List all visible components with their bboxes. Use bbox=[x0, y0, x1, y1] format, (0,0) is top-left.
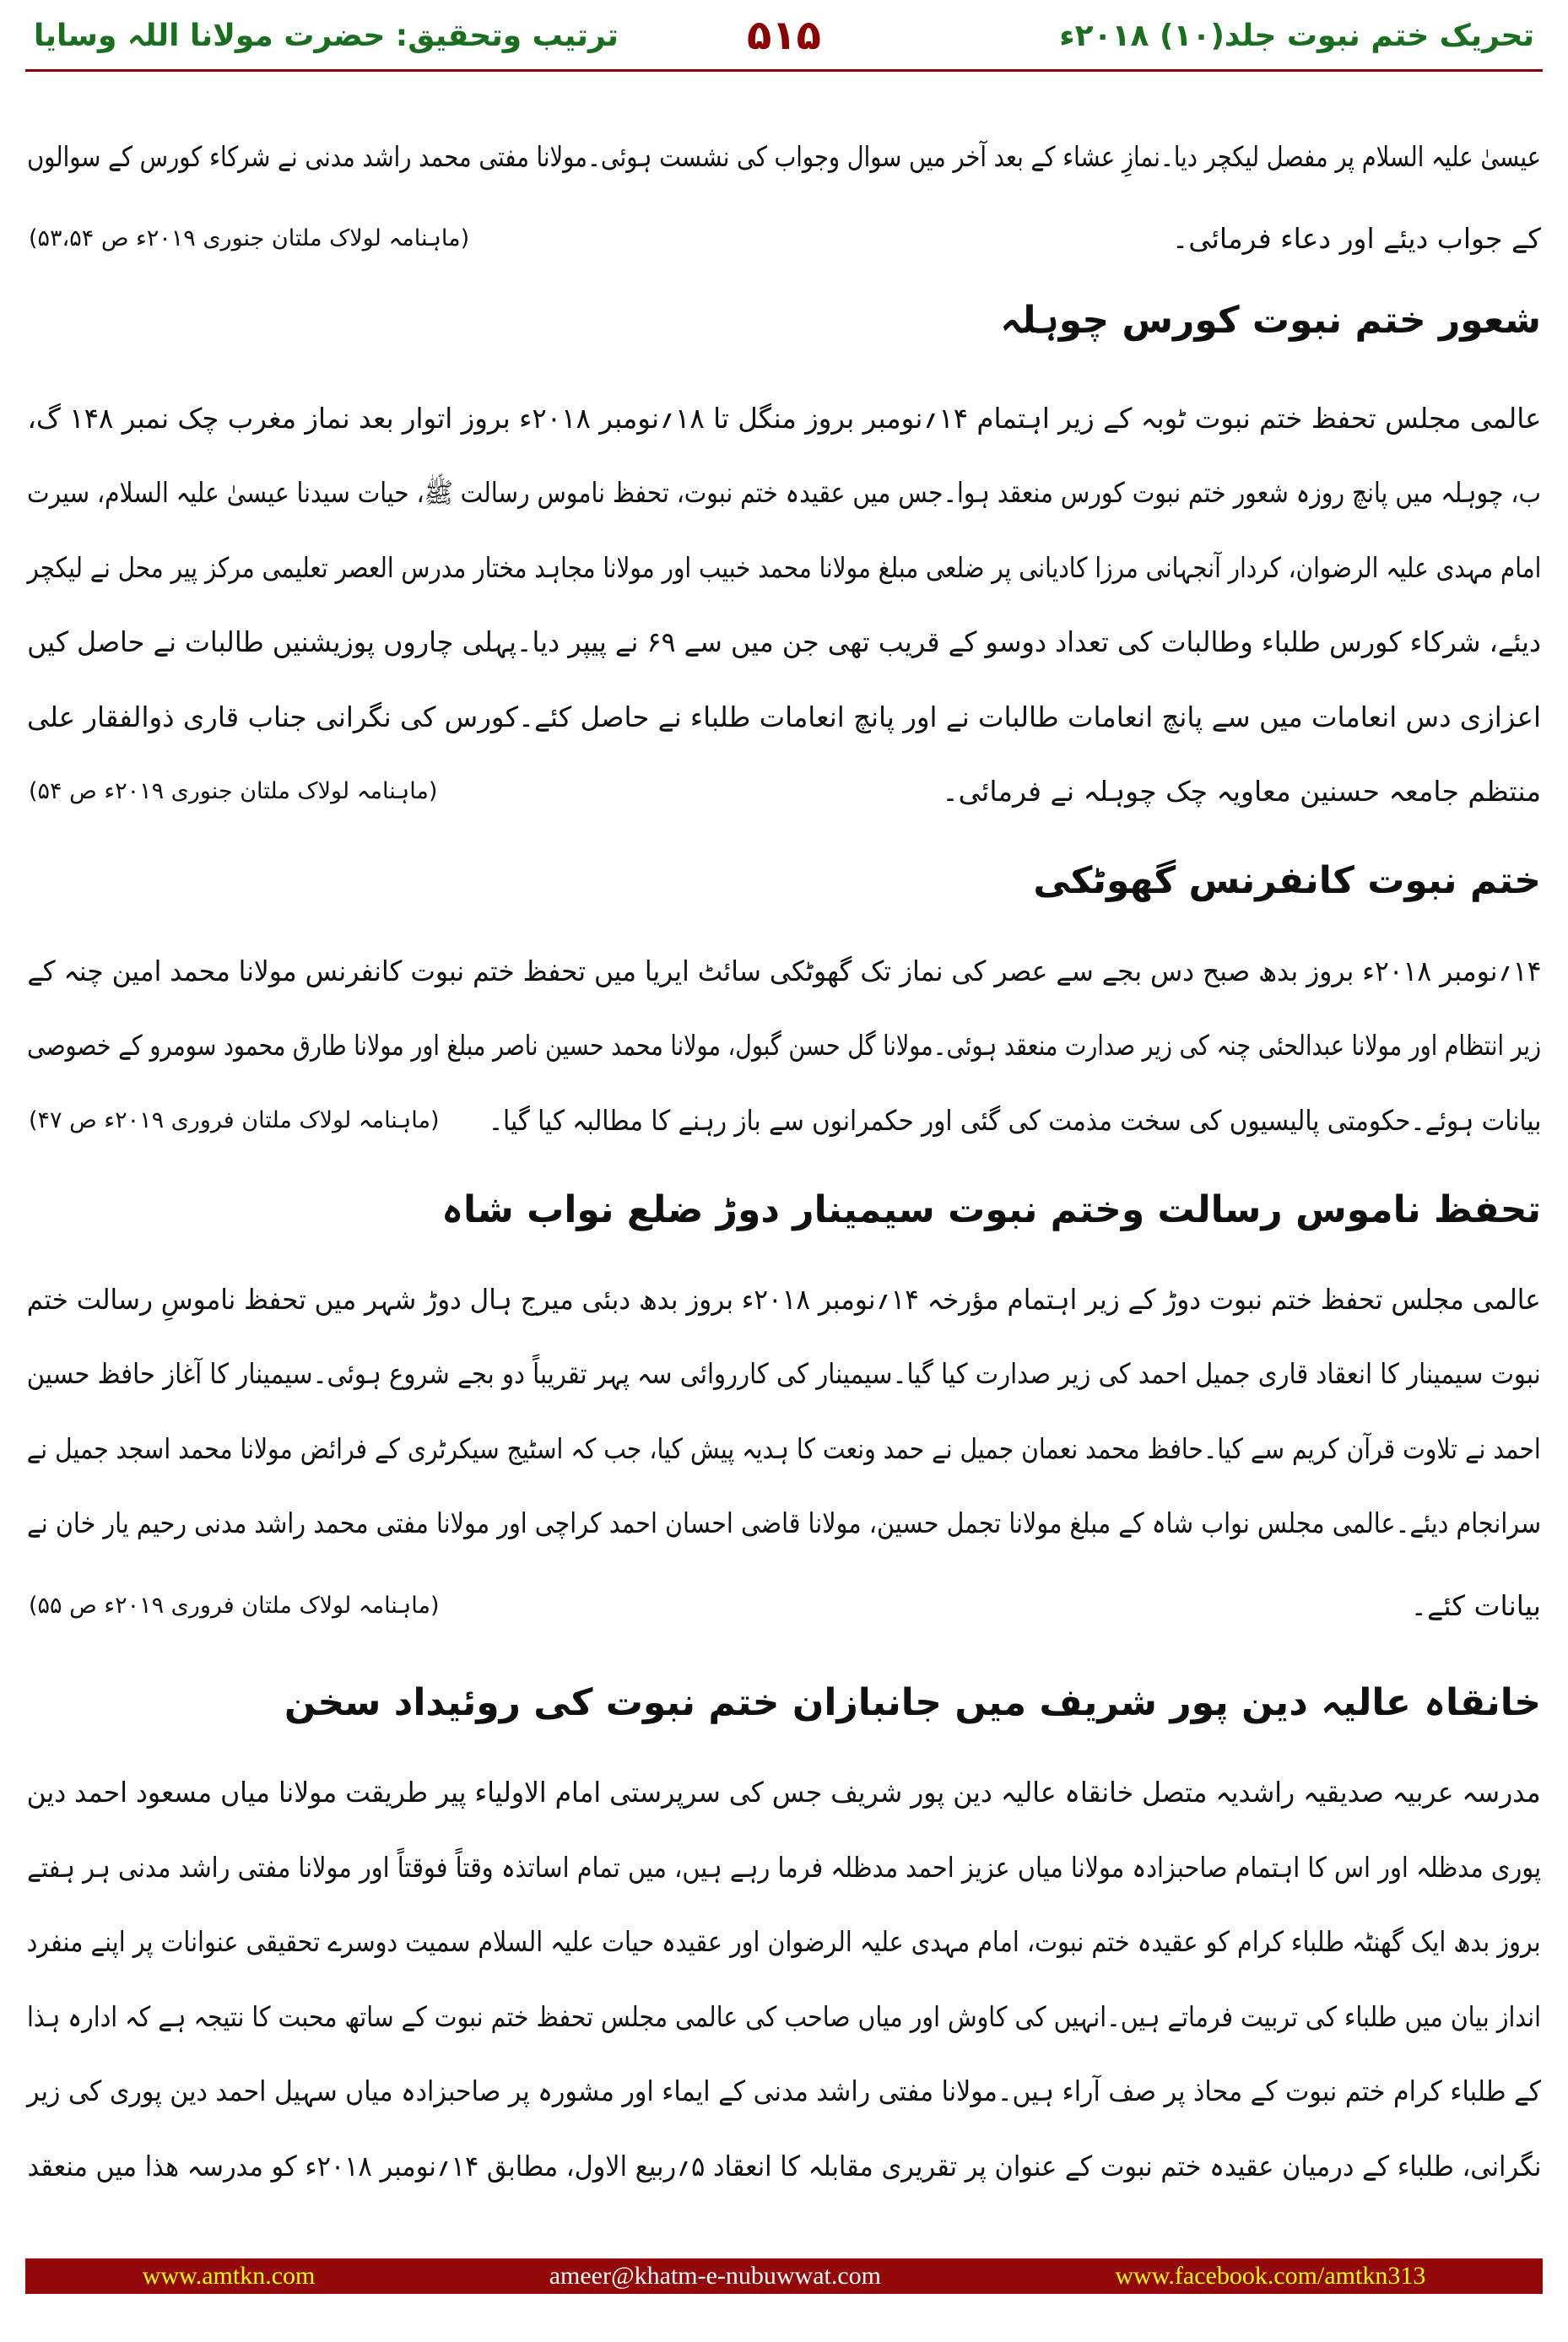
footer-bar bbox=[25, 2258, 1543, 2294]
line-text: پوری مدظلہ اور اس کا اہتمام صاحبزادہ مولانا میاں عزیز احمد مدظلہ فرما رہے ہیں، میں تمام اساتذہ وقتاً فوقتاً اور مولانا مفتی راشد مدنی ہر ہفتے bbox=[27, 1851, 1541, 1884]
text-line bbox=[27, 1087, 1541, 1155]
text-line bbox=[27, 1012, 1541, 1079]
text-line bbox=[27, 123, 1541, 191]
line-text: مدرسہ عربیہ صدیقیہ راشدیہ متصل خانقاہ عالیہ دین پور شریف جس کی سرپرستی امام الاولیاء پیر طریقت مولانا میاں مسعود احمد دین bbox=[27, 1776, 1541, 1809]
compiler-credit: ترتیب وتحقیق: حضرت مولانا اللہ وسایا bbox=[34, 19, 619, 53]
text-line bbox=[27, 608, 1541, 676]
text-line bbox=[27, 2058, 1541, 2125]
line-text: بیانات کئے۔ bbox=[1410, 1589, 1541, 1622]
book-title: تحریک ختم نبوت جلد(۱۰) ۲۰۱۸ء bbox=[1059, 19, 1534, 53]
text-line bbox=[27, 534, 1541, 602]
line-text: عالمی مجلس تحفظ ختم نبوت ٹوبہ کے زیر اہتمام ۱۴؍نومبر بروز منگل تا ۱۸؍نومبر ۲۰۱۸ء بروز اتوار بعد نماز مغرب چک نمبر ۱۴۸ گ، bbox=[27, 402, 1541, 435]
text-line bbox=[27, 1834, 1541, 1901]
text-line bbox=[27, 684, 1541, 751]
website-link[interactable]: www.amtkn.com bbox=[142, 2262, 316, 2290]
line-text: بروز بدھ ایک گھنٹہ طلباء کرام کو عقیدہ ختم نبوت، امام مہدی علیہ الرضوان اور عقیدہ حیات علیہ السلام سمیت دوسرے تحقیقی عنوانات پر اپنے منفرد bbox=[27, 1925, 1541, 1958]
text-line bbox=[27, 1340, 1541, 1408]
line-text: اعزازی دس انعامات میں سے پانچ انعامات طالبات نے اور پانچ انعامات طلباء نے حاصل کئے۔کورس کی نگرانی جناب قاری ذوالفقار علی bbox=[27, 700, 1541, 733]
email-link[interactable]: ameer@khatm-e-nubuwwat.com bbox=[549, 2262, 882, 2290]
text-line bbox=[27, 1983, 1541, 2051]
line-text: کے طلباء کرام ختم نبوت کے محاذ پر صف آراء ہیں۔مولانا مفتی راشد مدنی کے ایماء اور مشورہ پر صاحبزادہ میاں سہیل احمد دین پوری کی زیر bbox=[27, 2074, 1541, 2107]
text-line bbox=[27, 758, 1541, 825]
text-line bbox=[27, 1572, 1541, 1640]
line-text: منتظم جامعہ حسنین معاویہ چک چوہلہ نے فرمائی۔ bbox=[942, 775, 1541, 808]
source-citation: (ماہنامہ لولاک ملتان جنوری ۲۰۱۹ء ص ۵۳،۵۴) bbox=[29, 225, 470, 252]
text-line bbox=[27, 1266, 1541, 1333]
line-text: تحفظ ناموس رسالت وختم نبوت سیمینار دوڑ ضلع نواب شاہ bbox=[441, 1188, 1541, 1231]
source-citation: (ماہنامہ لولاک ملتان جنوری ۲۰۱۹ء ص ۵۴) bbox=[29, 778, 438, 804]
facebook-link[interactable]: www.facebook.com/amtkn313 bbox=[1115, 2262, 1426, 2290]
text-line bbox=[27, 459, 1541, 527]
page-number: ۵۱۵ bbox=[747, 12, 821, 59]
text-line bbox=[27, 2133, 1541, 2200]
text-line bbox=[27, 1908, 1541, 1976]
text-line bbox=[27, 385, 1541, 452]
line-text: شعور ختم نبوت کورس چوہلہ bbox=[1000, 299, 1541, 342]
line-text: دیئے، شرکاء کورس طلباء وطالبات کی تعداد دوسو کے قریب تھی جن میں سے ۶۹ نے پیپر دیا۔پہلی چاروں پوزیشنیں طالبات نے حاصل کیں bbox=[27, 625, 1541, 658]
section-heading bbox=[27, 1669, 1541, 1737]
line-text: انداز بیان میں طلباء کی تربیت فرماتے ہیں۔انہیں کی کاوش اور میاں صاحب کی عالمی مجلس تحفظ ختم نبوت کے ساتھ محبت کا نتیجہ ہے کہ ادارہ ہذا bbox=[27, 2000, 1541, 2033]
text-line bbox=[27, 1415, 1541, 1483]
line-text: زیر انتظام اور مولانا عبدالحئی چنہ کی زیر صدارت منعقد ہوئی۔مولانا گل حسن گبول، مولانا محمد حسین ناصر مبلغ اور مولانا طارق محمود سومرو کے خصوصی bbox=[27, 1029, 1541, 1062]
source-citation: (ماہنامہ لولاک ملتان فروری ۲۰۱۹ء ص ۵۵) bbox=[29, 1593, 440, 1619]
text-line bbox=[27, 1490, 1541, 1557]
header-divider bbox=[25, 69, 1543, 72]
section-heading bbox=[27, 847, 1541, 915]
line-text: سرانجام دیئے۔عالمی مجلس نواب شاہ کے مبلغ مولانا تجمل حسین، مولانا قاضی احسان احمد کراچی اور مولانا مفتی محمد راشد مدنی رحیم یار خان نے bbox=[27, 1506, 1541, 1539]
section-heading bbox=[27, 287, 1541, 354]
line-text: ب، چوہلہ میں پانچ روزہ شعور ختم نبوت کورس منعقد ہوا۔جس میں عقیدہ ختم نبوت، تحفظ ناموس رسالت ﷺ، حیات سیدنا عیسیٰ علیہ السلام، سیرت bbox=[27, 476, 1541, 509]
text-line bbox=[27, 205, 1541, 273]
line-text: بیانات ہوئے۔حکومتی پالیسیوں کی سخت مذمت کی گئی اور حکمرانوں سے باز رہنے کا مطالبہ کیا گیا۔ bbox=[488, 1104, 1541, 1137]
text-line bbox=[27, 938, 1541, 1005]
line-text: نبوت سیمینار کا انعقاد قاری جمیل احمد کی زیر صدارت کیا گیا۔سیمینار کی کارروائی سہ پہر تقریباً دو بجے شروع ہوئی۔سیمینار کا آغاز حافظ حسین bbox=[27, 1357, 1541, 1390]
line-text: احمد نے تلاوت قرآن کریم سے کیا۔حافظ محمد نعمان جمیل نے حمد ونعت کا ہدیہ پیش کیا، جب کہ اسٹیج سیکرٹری کے فرائض مولانا محمد اسجد جمیل نے bbox=[27, 1432, 1541, 1465]
section-heading bbox=[27, 1176, 1541, 1244]
line-text: عیسیٰ علیہ السلام پر مفصل لیکچر دیا۔نمازِ عشاء کے بعد آخر میں سوال وجواب کی نشست ہوئی۔مولانا مفتی محمد راشد مدنی نے شرکاء کورس کے سوالوں bbox=[27, 140, 1541, 173]
line-text: خانقاہ عالیہ دین پور شریف میں جانبازان ختم نبوت کی روئیداد سخن bbox=[284, 1681, 1541, 1724]
line-text: عالمی مجلس تحفظ ختم نبوت دوڑ کے زیر اہتمام مؤرخہ ۱۴؍نومبر ۲۰۱۸ء بروز بدھ دبئی میرج ہال دوڑ شہر میں تحفظ ناموسِ رسالت ختم bbox=[27, 1283, 1541, 1316]
line-text: کے جواب دیئے اور دعاء فرمائی۔ bbox=[1171, 222, 1541, 255]
text-line bbox=[27, 1759, 1541, 1826]
line-text: ۱۴؍نومبر ۲۰۱۸ء بروز بدھ صبح دس بجے سے عصر کی نماز تک گھوٹکی سائٹ ایریا میں تحفظ ختم نبوت کانفرنس مولانا محمد امین چنہ کے bbox=[27, 955, 1541, 987]
line-text: نگرانی، طلباء کے درمیان عقیدہ ختم نبوت کے عنوان پر تقریری مقابلہ کا انعقاد ۵؍ربیع الاول، مطابق ۱۴؍نومبر ۲۰۱۸ء کو مدرسہ ھذا میں منعقد bbox=[27, 2150, 1541, 2182]
line-text: امام مہدی علیہ الرضوان، کردار آنجہانی مرزا کادیانی پر ضلعی مبلغ مولانا محمد خبیب اور مولانا مجاہد مختار مدرس العصر تعلیمی مرکز پیر محل نے لیکچر bbox=[27, 551, 1541, 584]
source-citation: (ماہنامہ لولاک ملتان فروری ۲۰۱۹ء ص ۴۷) bbox=[29, 1107, 440, 1133]
line-text: ختم نبوت کانفرنس گھوٹکی bbox=[1033, 859, 1541, 902]
